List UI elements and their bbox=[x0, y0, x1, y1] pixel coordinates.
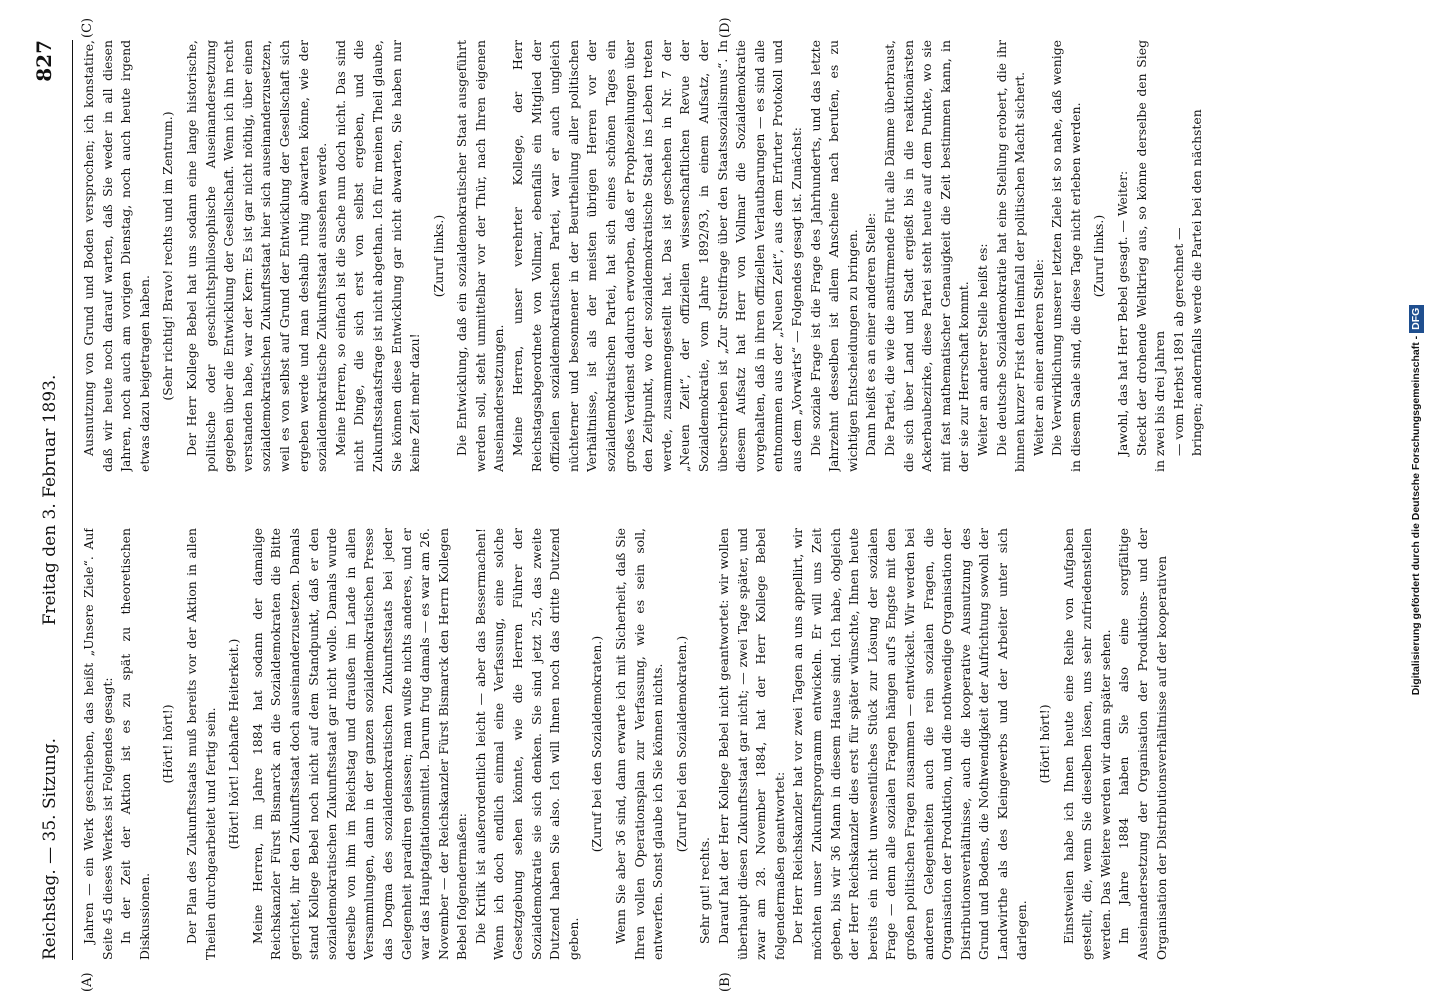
paragraph: Meine Herren, unser verehrter Kollege, der Herr Reichstagsabgeordnete von Vollmar, ebenfalls ein Mitglied der offiziellen sozialdemokratischen Partei, war er auch ungleich nüchterner und besonnener in der Beurtheilung aller politischen Verhältnisse, ist als der meisten übrigen Herren vor der sozialdemokratischen Partei, hat sich eines schönen Tages ein großes Verdienst dadurch erworben, daß er Prophezeihungen über den Zeitpunkt, wo der sozialdemokratische Staat ins Leben treten werde, zusammengestellt hat. Das ist geschehen in Nr. 7 der „Neuen Zeit“, der offiziellen wissenschaftlichen Revue der Sozialdemokratie, vom Jahre 1892/93, in einem Aufsatz, der überschrieben ist „Zur Streitfrage über den Staatssozialismus“. In diesem Aufsatz hat Herr von Vollmar die Sozialdemokratie vorgehalten, daß in ihren offiziellen Verlautbarungen — es sind alle entnommen aus der „Neuen Zeit“, aus dem Erfurter Protokoll und aus dem „Vorwärts“ — Folgendes gesagt ist. Zunächst: bbox=[510, 40, 804, 472]
interjection: (Sehr richtig! Bravo! rechts und im Zentrum.) bbox=[160, 111, 176, 401]
header-left: Reichstag. — 35. Sitzung. bbox=[40, 737, 60, 960]
paragraph: Die Verwirklichung unserer letzten Ziele ist so nahe, daß wenige in diesem Saale sind, die diese Tage nicht erleben werden. bbox=[1049, 40, 1083, 472]
running-header bbox=[30, 40, 70, 960]
paragraph: Weiter an anderer Stelle heißt es: bbox=[974, 243, 990, 456]
text-column-left bbox=[80, 528, 1370, 960]
paragraph: Meine Herren, im Jahre 1884 hat sodann der damalige Reichskanzler Fürst Bismarck an die Sozialdemokraten die Bitte gerichtet, ihr den Zukunftsstaat doch auseinanderzusetzen. Damals stand Kollege Bebel noch nicht auf dem Standpunkt, daß er den sozialdemokratischen Zukunftsstaat gar nicht wolle. Damals wurde derselbe von ihm im Reichstag und draußen im Lande in allen Versammlungen, dann in der ganzen sozialdemokratischen Presse das Dogma des sozialdemokratischen Zukunftsstaats bei jeder Gelegenheit paradiren gelassen; man wußte nichts anderes, und er war das Hauptagitationsmittel. Darum frug damals — es war am 26. November — der Reichskanzler Fürst Bismarck den Herrn Kollegen Bebel folgendermaßen: bbox=[249, 528, 470, 960]
paragraph: Wenn Sie aber 36 sind, dann erwarte ich mit Sicherheit, daß Sie Ihren vollen Operationsplan zur Verfassung, wie es sein soll, entwerfen. Sonst glaube ich Sie können nichts. bbox=[613, 528, 666, 960]
page-number: 827 bbox=[32, 40, 56, 82]
paragraph: Jahren — ein Werk geschrieben, das heißt „Unsere Ziele“. Auf Seite 45 dieses Werkes ist Folgendes gesagt: bbox=[81, 528, 115, 960]
header-rule bbox=[72, 40, 73, 960]
dfg-badge: DFG bbox=[1409, 305, 1424, 333]
paragraph: Dann heißt es an einer anderen Stelle: bbox=[863, 212, 879, 456]
paragraph: Weiter an einer anderen Stelle: bbox=[1030, 258, 1046, 456]
paragraph: In der Zeit der Aktion ist es zu spät zu theoretischen Diskussionen. bbox=[118, 528, 152, 960]
interjection: (Zuruf links.) bbox=[430, 214, 446, 298]
digitization-credit bbox=[1404, 0, 1428, 1000]
header-date: Freitag den 3. Februar 1893. bbox=[40, 374, 60, 626]
paragraph: Darauf hat der Herr Kollege Bebel nicht geantwortet: wir wollen überhaupt diesen Zukunftsstaat gar nicht; — zwei Tage später, und zwar am 28. November 1884, hat der Herr Kollege Bebel folgendermaßen geantwortet: bbox=[716, 528, 787, 960]
margin-marker-d: (D) bbox=[718, 17, 733, 38]
paragraph: bringen; andernfalls werde die Partei bei den nächsten bbox=[1189, 109, 1205, 456]
paragraph: Im Jahre 1884 haben Sie also eine sorgfältige Auseinandersetzung der Organisation der Produktions- und der Organisation der Distributionsverhältnisse auf der kooperativen bbox=[1116, 528, 1169, 960]
paragraph: Sehr gut! rechts. bbox=[697, 837, 713, 944]
paragraph: Die Partei, die wie die anstürmende Flut alle Dämme überbraust, die sich über Land und Stadt ergießt bis in die reaktionärsten Ackerbaubezirke, diese Partei steht heute auf dem Punkte, wo sie mit fast mathematischer Genauigkeit die Zeit bestimmen kann, in der sie zur Herrschaft kommt. bbox=[881, 40, 972, 472]
paragraph: Einstweilen habe ich Ihnen heute eine Reihe von Aufgaben gestellt, die, wenn Sie dieselben lösen, uns sehr zufriedenstellen werden. Das Weitere werden wir dann später sehen. bbox=[1060, 528, 1113, 960]
margin-marker-a: (A) bbox=[80, 972, 95, 992]
paragraph: Die deutsche Sozialdemokratie hat eine Stellung erobert, die ihr binnen kurzer Frist den Heimfall der politischen Macht sichert. bbox=[993, 40, 1028, 472]
paragraph: — vom Herbst 1891 ab gerechnet — bbox=[1170, 227, 1186, 456]
interjection: (Hört! hört!) bbox=[160, 704, 176, 784]
paragraph: Der Plan des Zukunftsstaats muß bereits vor der Aktion in allen Theilen durchgearbeitet und fertig sein. bbox=[183, 528, 218, 960]
margin-marker-b: (B) bbox=[718, 972, 733, 992]
paragraph: Die Entwicklung, daß ein sozialdemokratischer Staat ausgeführt werden soll, steht unmittelbar vor der Thür, nach Ihren eigenen Auseinandersetzungen. bbox=[454, 40, 507, 472]
credit-text: Digitalisierung gefördert durch die Deutsche Forschungsgemeinschaft - bbox=[1410, 335, 1422, 696]
interjection: (Zuruf bei den Sozialdemokraten.) bbox=[673, 635, 689, 853]
text-column-right bbox=[80, 40, 1370, 472]
paragraph: Die soziale Frage ist die Frage des Jahrhunderts, und das letzte Jahrzehnt desselben ist allem Anscheine nach berufen, es zu wichtigen Entscheidungen zu bringen. bbox=[807, 40, 860, 472]
margin-marker-c: (C) bbox=[80, 17, 95, 38]
interjection: (Zuruf links.) bbox=[1091, 214, 1107, 298]
paragraph: Jawohl, das hat Herr Bebel gesagt. — Weiter: bbox=[1115, 170, 1131, 456]
paragraph: Der Herr Reichskanzler hat vor zwei Tagen an uns appellirt, wir möchten unser Zukunftsprogramm entwickeln. Er will uns Zeit geben, bis wir 36 Mann in diesem Hause sind. Ich habe, obgleich der Herr Reichskanzler dies erst für später wünschte, Ihnen heute bereits ein nicht unwesentliches Stück zur Lösung der sozialen Frage — denn alle sozialen Fragen hängen auf's Engste mit den großen politischen Fragen zusammen — entwickelt. Wir werden bei anderen Gelegenheiten auch die rein sozialen Fragen, die Organisation der Produktion, und die nothwendige Organisation der Distributionsverhältnisse, auch die kooperative Ausnutzung des Grund und Bodens, die Nothwendigkeit der Aufrichtung sowohl der Landwirthe als des Kleingewerbs und der Arbeiter unter sich darlegen. bbox=[790, 528, 1029, 960]
paragraph: Die Kritik ist außerordentlich leicht — aber das Bessermachen! Wenn ich doch endlich einmal eine Verfassung, eine solche Gesetzgebung sehen könnte, wie die Herren Führer der Sozialdemokratie sie sich denken. Sie sind jetzt 25, das zweite Dutzend haben Sie also. Ich will Ihnen noch das dritte Dutzend geben. bbox=[472, 528, 581, 960]
interjection: (Zuruf bei den Sozialdemokraten.) bbox=[589, 635, 605, 853]
interjection: (Hört! hört! Lebhafte Heiterkeit.) bbox=[226, 638, 242, 850]
paragraph: Ausnutzung von Grund und Boden versprochen; ich konstatire, daß wir heute noch darauf warten, daß Sie weder in all diesen Jahren, noch auch am vorigen Dienstag, noch auch heute irgend etwas dazu beigetragen haben. bbox=[81, 40, 152, 472]
paragraph: Der Herr Kollege Bebel hat uns sodann eine lange historische, politische oder geschichtsphilosophische Auseinandersetzung gegeben über die Entwicklung der Gesellschaft. Wenn ich ihn recht verstanden habe, war der Kern: Es ist gar nicht nöthig, über einen sozialdemokratischen Zukunftsstaat hier sich auseinanderzusetzen, weil es von selbst auf Grund der Entwicklung der Gesellschaft sich ergeben werde und man deshalb ruhig abwarten könne, wie der sozialdemokratische Zukunftsstaat aussehen werde. bbox=[183, 40, 330, 472]
paragraph: Meine Herren, so einfach ist die Sache nun doch nicht. Das sind nicht Dinge, die sich erst von selbst ergeben, und die Zukunftsstaatsfrage ist nicht abgethan. Ich für meinen Theil glaube, Sie können diese Entwicklung gar nicht abwarten, Sie haben nur keine Zeit mehr dazu! bbox=[332, 40, 423, 472]
paragraph: Steckt der drohende Weltkrieg aus, so könne derselbe den Sieg in zwei bis drei Jahren bbox=[1133, 40, 1168, 472]
interjection: (Hört! hört!) bbox=[1037, 704, 1053, 784]
